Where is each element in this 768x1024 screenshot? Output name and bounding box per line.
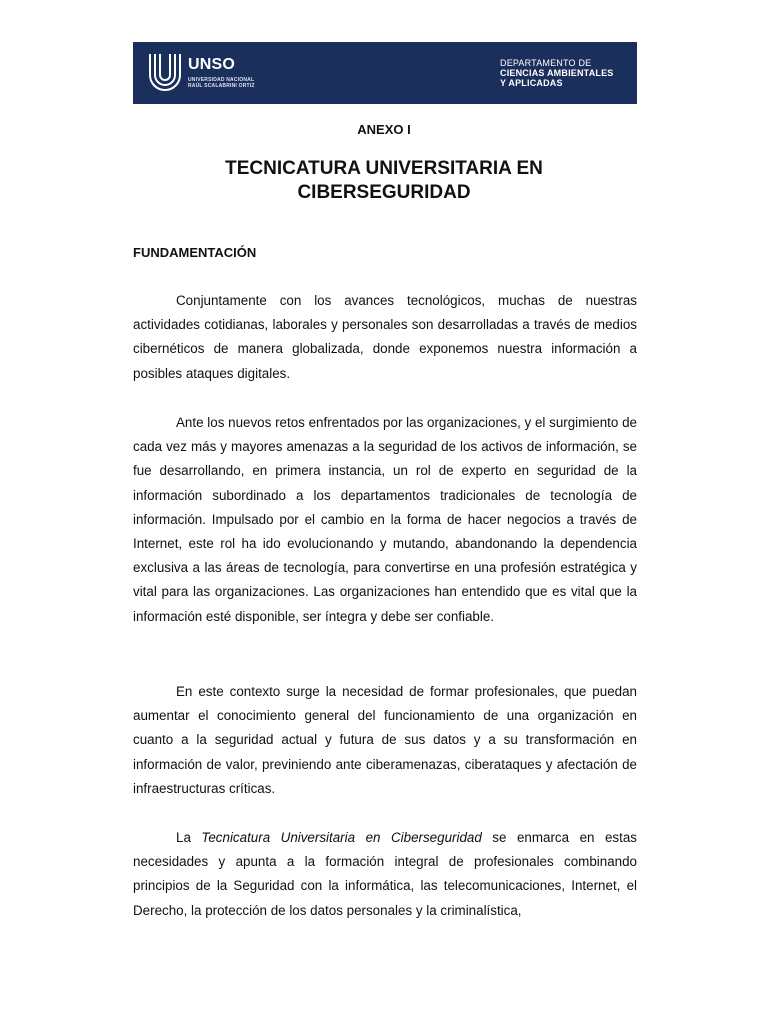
dept-line3: Y APLICADAS xyxy=(500,78,563,88)
title-line1: TECNICATURA UNIVERSITARIA EN xyxy=(225,158,543,179)
paragraph-4 xyxy=(133,826,637,923)
program-name-italic: Tecnicatura Universitaria en Ciberseguridad xyxy=(201,830,482,845)
paragraph-3: En este contexto surge la necesidad de formar profesionales, que puedan aumentar el conocimiento general del funcionamiento de una organización en cuanto a la seguridad actual y futura de sus datos y a su transformación en información de valor, previniendo ante ciberamenazas, ciberataques y afectación de infraestructuras críticas. xyxy=(133,684,637,796)
page-title xyxy=(0,157,768,205)
title-line2: CIBERSEGURIDAD xyxy=(297,182,471,203)
logo-subtitle xyxy=(188,77,255,89)
paragraph-2: Ante los nuevos retos enfrentados por las organizaciones, y el surgimiento de cada vez más y mayores amenazas a la seguridad de los activos de información, se fue desarrollando, en primera instancia, un rol de experto en seguridad de la información subordinado a los departamentos tradicionales de tecnología de información. Impulsado por el cambio en la forma de hacer negocios a través de Internet, este rol ha ido evolucionando y mutando, abandonando la dependencia exclusiva a las áreas de tecnología, para convertirse en una profesión estratégica y vital para las organizaciones. Las organizaciones han entendido que es vital que la información esté disponible, ser íntegra y debe ser confiable. xyxy=(133,415,637,624)
section-heading: FUNDAMENTACIÓN xyxy=(133,245,257,260)
header-banner xyxy=(133,42,637,104)
paragraph-1: Conjuntamente con los avances tecnológicos, muchas de nuestras actividades cotidianas, laborales y personales son desarrolladas a través de medios cibernéticos de manera globalizada, donde exponemos nuestra información a posibles ataques digitales. xyxy=(133,293,637,381)
department-name xyxy=(500,58,614,88)
logo-sub-line2: RAÚL SCALABRINI ORTIZ xyxy=(188,83,255,89)
paragraph-4-rest: se enmarca en estas necesidades y apunta a la formación integral de profesionales combinando principios de la Seguridad con la informática, las telecomunicaciones, Internet, el Derecho, la protección de los datos personales y la criminalística, xyxy=(133,830,637,918)
logo-sub-line1: UNIVERSIDAD NACIONAL xyxy=(188,77,255,83)
logo-name: UNSO xyxy=(188,56,236,73)
dept-line1: DEPARTAMENTO DE xyxy=(500,58,592,68)
annex-label: ANEXO I xyxy=(357,122,411,137)
paragraph-4-start: La xyxy=(176,830,202,845)
dept-line2: CIENCIAS AMBIENTALES xyxy=(500,68,614,78)
unso-logo-icon xyxy=(147,51,183,95)
